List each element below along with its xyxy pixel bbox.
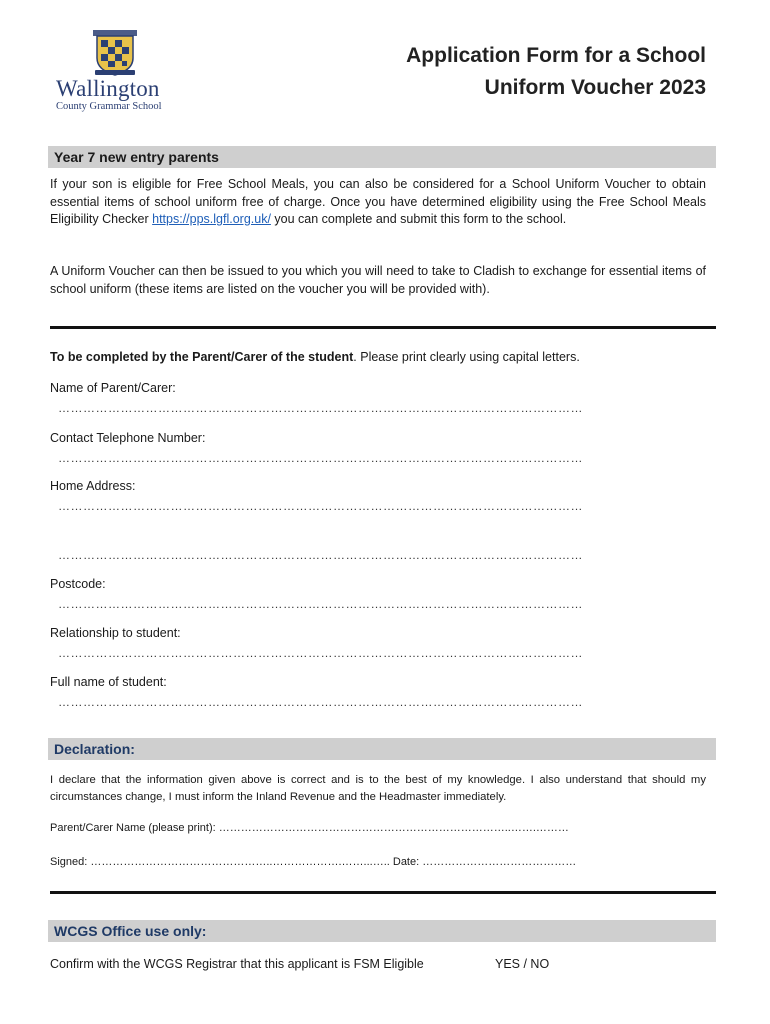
parent-carer-name-line[interactable]: Parent/Carer Name (please print): ……………………………………………………………………..…….………	[50, 822, 569, 834]
field-line-postcode[interactable]: ………………………………………………………………………………………………………………	[58, 597, 583, 611]
eligibility-checker-link[interactable]: https://pps.lgfl.org.uk/	[152, 212, 271, 226]
logo-name: Wallington	[56, 76, 160, 101]
field-line-phone[interactable]: ………………………………………………………………………………………………………………	[58, 451, 583, 465]
logo-subtitle: County Grammar School	[56, 101, 162, 112]
office-confirm-text: Confirm with the WCGS Registrar that this applicant is FSM Eligible	[50, 957, 424, 971]
field-label-parent-name: Name of Parent/Carer:	[50, 381, 176, 395]
declaration-text: I declare that the information given above is correct and is to the best of my knowledge. I also understand that should my circumstances change, I must inform the Inland Revenue and the Headmaster immediately.	[50, 774, 706, 803]
parent-section-intro-rest: . Please print clearly using capital letters.	[353, 350, 580, 364]
field-line-student-name[interactable]: ………………………………………………………………………………………………………………	[58, 695, 583, 709]
field-label-relationship: Relationship to student:	[50, 626, 181, 640]
field-label-phone: Contact Telephone Number:	[50, 431, 206, 445]
field-label-student-name: Full name of student:	[50, 675, 167, 689]
section-heading-office: WCGS Office use only:	[48, 920, 716, 942]
section-heading-declaration: Declaration:	[48, 738, 716, 760]
yes-no-option[interactable]: YES / NO	[495, 957, 550, 971]
page-title-line2: Uniform Voucher 2023	[484, 76, 706, 99]
field-line-relationship[interactable]: ………………………………………………………………………………………………………………	[58, 646, 583, 660]
crest-icon	[93, 30, 137, 76]
divider-2	[50, 891, 716, 894]
signature-date-line[interactable]: Signed: …………………………………………..……………….……...….. Date: ……………………………………	[50, 856, 577, 868]
eligibility-text-after: you can complete and submit this form to the school.	[270, 212, 567, 226]
field-line-address-1[interactable]: ………………………………………………………………………………………………………………	[58, 499, 583, 513]
eligibility-text-before: If your son is eligible for Free School Meals, you can also be considered for a School Uniform Voucher to obtain essential items of school uniform free of charge. Once you have determined eligibility using the Free School Meals Eligibility Checker	[50, 177, 706, 226]
divider	[50, 326, 716, 329]
field-label-postcode: Postcode:	[50, 577, 106, 591]
field-line-address-2[interactable]: ………………………………………………………………………………………………………………	[58, 548, 583, 562]
section-heading-year7: Year 7 new entry parents	[48, 146, 716, 168]
field-label-address: Home Address:	[50, 479, 136, 493]
page-title-line1: Application Form for a School	[406, 44, 706, 67]
field-line-parent-name[interactable]: ………………………………………………………………………………………………………………	[58, 401, 583, 415]
voucher-paragraph: A Uniform Voucher can then be issued to you which you will need to take to Cladish to exchange for essential items of school uniform (these items are listed on the voucher you will be provided with).	[50, 264, 706, 296]
eligibility-paragraph	[50, 176, 706, 229]
parent-section-intro	[50, 350, 580, 364]
parent-section-intro-bold: To be completed by the Parent/Carer of the student	[50, 350, 354, 364]
